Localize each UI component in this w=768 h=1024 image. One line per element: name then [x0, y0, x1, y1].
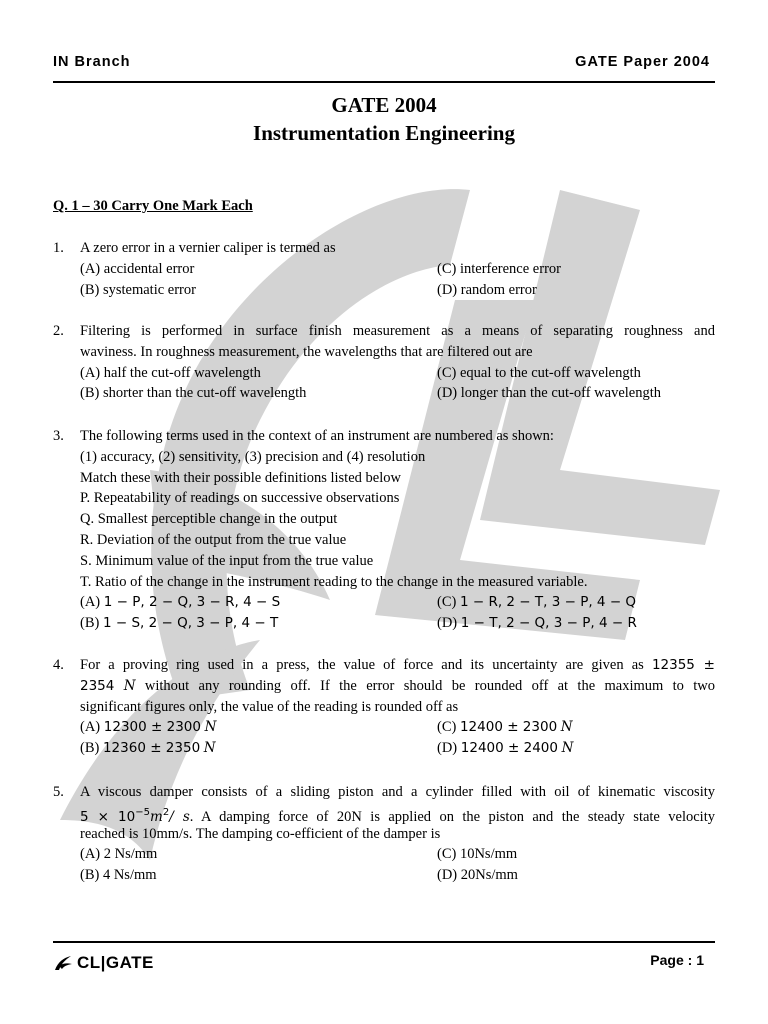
- question-text-segment: . A damping force of 20N is applied on the piston and the steady state velocity: [189, 808, 715, 825]
- question-number: 3.: [53, 428, 64, 444]
- question-text: (1) accuracy, (2) sensitivity, (3) precision and (4) resolution: [80, 448, 426, 465]
- option-b: (B) shorter than the cut-off wavelength: [80, 385, 307, 402]
- option-c: (C) 10Ns/mm: [437, 846, 518, 863]
- exponent: 2: [162, 806, 170, 818]
- option-value: 12400 ± 2400: [460, 740, 558, 757]
- logo-text: CL|GATE: [77, 953, 154, 972]
- definition-s: S. Minimum value of the input from the true value: [80, 552, 374, 569]
- question-number: 1.: [53, 240, 64, 256]
- option-value: 1 − R, 2 − T, 3 − P, 4 − Q: [459, 594, 637, 611]
- question-number: 2.: [53, 323, 64, 339]
- question-3: [53, 426, 715, 634]
- option-value: 1 − P, 2 − Q, 3 − R, 4 − S: [103, 594, 281, 611]
- option-a: (A) 2 Ns/mm: [80, 846, 158, 863]
- option-b: [80, 613, 278, 634]
- option-value: 12300 ± 2300: [103, 719, 201, 736]
- uncertainty-value: 2354: [80, 677, 115, 694]
- question-text: Match these with their possible definitions listed below: [80, 469, 401, 486]
- unit: / s: [169, 808, 190, 825]
- question-text-segment: For a proving ring used in a press, the value of force and its uncertainty are given as: [80, 657, 644, 673]
- exponent: −5: [135, 806, 150, 818]
- question-text: Filtering is performed in surface finish measurement as a means of separating roughness and: [80, 323, 715, 339]
- option-label: (B): [80, 615, 100, 632]
- unit: N: [204, 719, 217, 736]
- question-number: 4.: [53, 657, 64, 673]
- unit: N: [123, 677, 136, 694]
- option-value: 1 − S, 2 − Q, 3 − P, 4 − T: [102, 615, 279, 632]
- question-text: waviness. In roughness measurement, the wavelengths that are filtered out are: [80, 343, 533, 360]
- option-a: (A) half the cut-off wavelength: [80, 364, 261, 381]
- option-d: (D) random error: [437, 281, 537, 298]
- question-text: reached is 10mm/s. The damping co-efficient of the damper is: [80, 825, 441, 842]
- definition-t: T. Ratio of the change in the instrument reading to the change in the measured variable.: [80, 573, 588, 590]
- force-value: 12355 ±: [651, 657, 715, 673]
- option-label: (D): [437, 615, 458, 632]
- option-b: [80, 738, 216, 759]
- swoosh-icon: [53, 954, 73, 972]
- option-label: (A): [80, 719, 101, 736]
- option-d: (D) longer than the cut-off wavelength: [437, 385, 661, 402]
- option-value: 12400 ± 2300: [459, 719, 558, 736]
- document-title: GATE 2004: [331, 93, 437, 117]
- viscosity-coefficient: 5 × 10: [80, 808, 136, 825]
- question-text: A zero error in a vernier caliper is termed as: [80, 240, 336, 256]
- option-c: (C) equal to the cut-off wavelength: [437, 364, 641, 381]
- question-text: A viscous damper consists of a sliding piston and a cylinder filled with oil of kinematic viscosity: [80, 784, 715, 800]
- option-value: 1 − T, 2 − Q, 3 − P, 4 − R: [460, 615, 637, 632]
- page-number: Page : 1: [650, 952, 704, 968]
- option-label: (B): [80, 740, 100, 757]
- option-d: [437, 613, 637, 634]
- definition-p: P. Repeatability of readings on successive observations: [80, 490, 400, 507]
- question-2: [53, 321, 715, 404]
- option-b: (B) systematic error: [80, 281, 196, 298]
- option-label: (C): [437, 719, 457, 736]
- option-c: [437, 592, 636, 613]
- question-text: [80, 655, 715, 676]
- document-subtitle: Instrumentation Engineering: [253, 121, 515, 145]
- option-label: (C): [437, 594, 457, 611]
- section-heading: Q. 1 – 30 Carry One Mark Each: [53, 198, 253, 214]
- option-a: (A) accidental error: [80, 260, 195, 277]
- option-c: (C) interference error: [437, 260, 561, 277]
- option-b: (B) 4 Ns/mm: [80, 867, 157, 884]
- option-a: [80, 717, 216, 738]
- option-a: [80, 592, 280, 613]
- question-5: [53, 782, 715, 886]
- option-value: 12360 ± 2350: [102, 740, 201, 757]
- question-4: [53, 655, 715, 759]
- option-c: [437, 717, 573, 738]
- option-label: (A): [80, 594, 101, 611]
- header-rule: [53, 81, 715, 83]
- question-text: The following terms used in the context of an instrument are numbered as shown:: [80, 428, 554, 444]
- header-paper: GATE Paper 2004: [575, 54, 710, 70]
- question-1: [53, 238, 715, 300]
- header-branch: IN Branch: [53, 54, 131, 70]
- option-d: [437, 738, 573, 759]
- question-text: significant figures only, the value of the reading is rounded off as: [80, 698, 459, 715]
- option-d: (D) 20Ns/mm: [437, 867, 518, 884]
- option-label: (D): [437, 740, 458, 757]
- footer-logo: [53, 953, 154, 973]
- footer-rule: [53, 941, 715, 943]
- question-number: 5.: [53, 784, 64, 800]
- unit: N: [560, 719, 573, 736]
- definition-q: Q. Smallest perceptible change in the output: [80, 511, 338, 528]
- question-text-segment: without any rounding off. If the error should be rounded off at the maximum to two: [144, 677, 716, 694]
- unit: N: [561, 740, 574, 757]
- unit: N: [203, 740, 216, 757]
- question-text: [80, 676, 715, 697]
- unit: m: [150, 808, 163, 825]
- definition-r: R. Deviation of the output from the true value: [80, 531, 347, 548]
